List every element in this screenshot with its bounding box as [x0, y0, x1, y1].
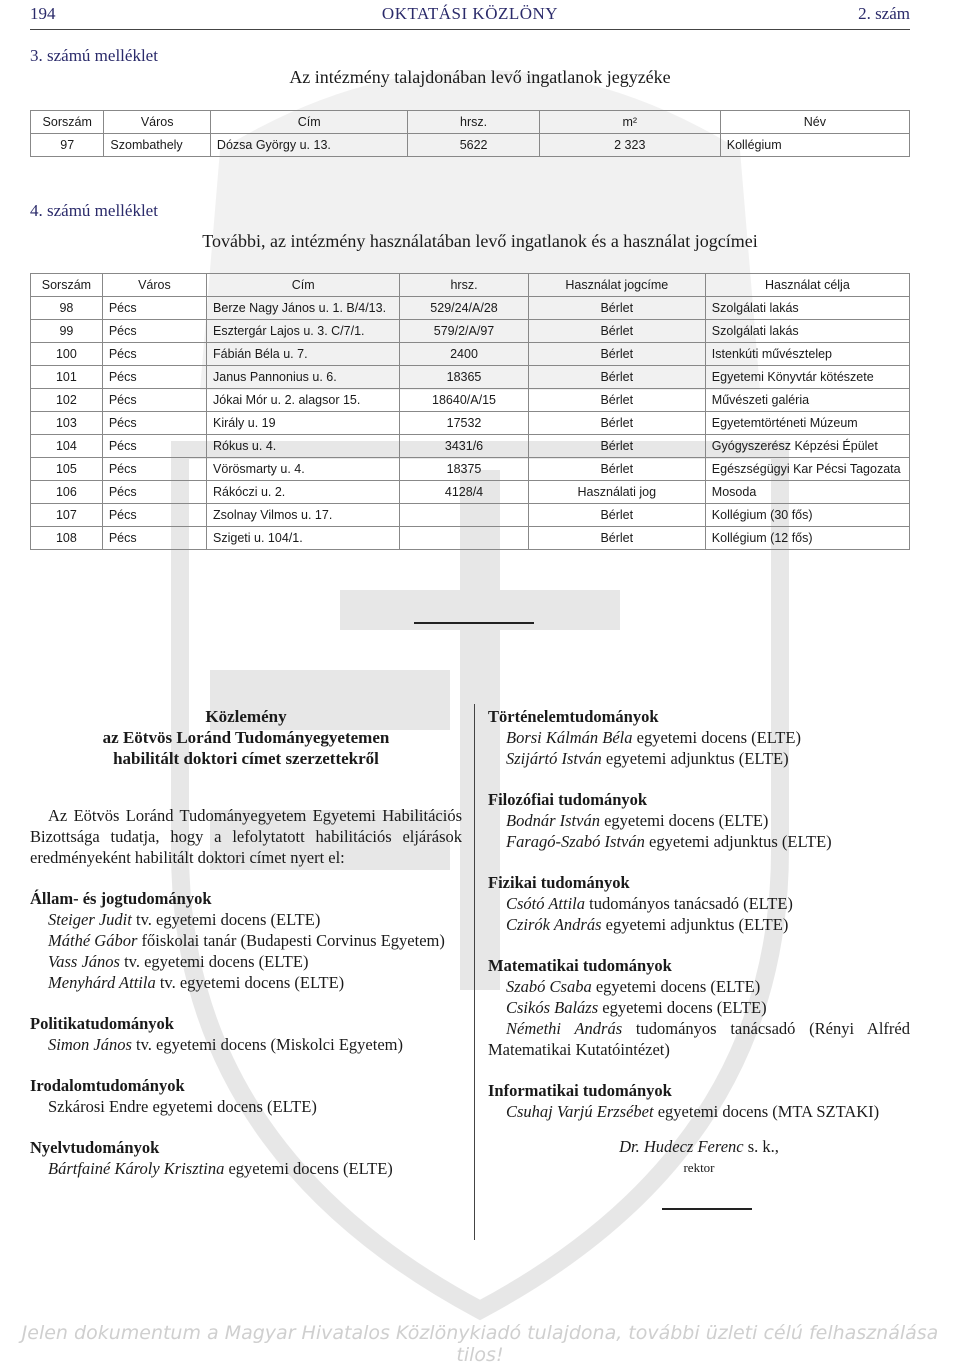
person-entry [30, 1034, 462, 1055]
table-row [31, 527, 910, 550]
person-name: Czirók András [506, 915, 602, 934]
table-cell: 5622 [408, 134, 539, 157]
table-row [31, 504, 910, 527]
table-row [31, 320, 910, 343]
column-header: m² [539, 111, 720, 134]
table-cell: Bérlet [528, 389, 705, 412]
table-cell: Jókai Mór u. 2. alagsor 15. [207, 389, 400, 412]
table-row [31, 458, 910, 481]
signatory-role: rektor [683, 1160, 715, 1175]
person-role: tv. egyetemi docens (ELTE) [155, 973, 345, 992]
person-entry [488, 831, 910, 852]
table-cell: 2 323 [539, 134, 720, 157]
table-cell: Szigeti u. 104/1. [207, 527, 400, 550]
left-column [30, 706, 462, 1179]
column-header: Város [102, 274, 206, 297]
person-name: Szkárosi Endre [48, 1097, 149, 1116]
table-cell: Pécs [102, 458, 206, 481]
person-name: Vass János [48, 952, 120, 971]
discipline-section [488, 706, 910, 769]
discipline-heading: Fizikai tudományok [488, 873, 630, 892]
table-cell: Kollégium (12 fős) [705, 527, 909, 550]
person-name: Steiger Judit [48, 910, 132, 929]
person-name: Bártfainé Károly Krisztina [48, 1159, 225, 1178]
person-entry [30, 909, 462, 930]
signature-suffix: s. k., [747, 1137, 779, 1156]
person-name: Szijártó István [506, 749, 602, 768]
column-header: Sorszám [31, 274, 103, 297]
person-entry [30, 972, 462, 993]
table-cell: Szolgálati lakás [705, 297, 909, 320]
discipline-heading: Irodalomtudományok [30, 1076, 185, 1095]
notice-intro: Az Eötvös Loránd Tudományegyetem Egyetemi Habilitációs Bizottsága tudatja, hogy a lefolytatott habilitációs eljárások eredményeként habilitált doktori címet nyert el: [30, 806, 462, 867]
table-cell: Bérlet [528, 366, 705, 389]
person-role: főiskolai tanár (Budapesti Corvinus Egyetem) [137, 931, 445, 950]
table-cell: 103 [31, 412, 103, 435]
person-name: Csikós Balázs [506, 998, 599, 1017]
issue-number: 2. szám [858, 4, 910, 23]
discipline-section [488, 955, 910, 1060]
person-entry [488, 748, 910, 769]
person-role: egyetemi docens (ELTE) [632, 728, 801, 747]
discipline-heading: Nyelvtudományok [30, 1138, 160, 1157]
table-cell: 2400 [400, 343, 528, 366]
table-cell: 3431/6 [400, 435, 528, 458]
person-role: tudományos tanácsadó (Rényi Alfréd Matematikai Kutatóintézet) [488, 1019, 910, 1059]
person-entry [488, 976, 910, 997]
table-cell: Mosoda [705, 481, 909, 504]
table-cell: 18365 [400, 366, 528, 389]
person-role: tudományos tanácsadó (ELTE) [585, 894, 793, 913]
person-entry [488, 893, 910, 914]
table-cell: Pécs [102, 504, 206, 527]
person-role: egyetemi docens (ELTE) [224, 1159, 393, 1178]
table-row [31, 343, 910, 366]
table-row [31, 435, 910, 458]
table-cell: Istenkúti művésztelep [705, 343, 909, 366]
column-divider [474, 704, 475, 1240]
table-cell: 4128/4 [400, 481, 528, 504]
person-name: Borsi Kálmán Béla [506, 728, 633, 747]
person-entry [30, 951, 462, 972]
person-role: egyetemi docens (ELTE) [598, 998, 767, 1017]
person-name: Bodnár István [506, 811, 600, 830]
person-role: egyetemi docens (ELTE) [148, 1097, 317, 1116]
table-cell: 106 [31, 481, 103, 504]
table-cell: Pécs [102, 343, 206, 366]
notice-title [30, 706, 462, 769]
person-role: egyetemi adjunktus (ELTE) [601, 915, 789, 934]
column-header: Cím [210, 111, 408, 134]
header-rule [30, 29, 910, 30]
table-cell: 529/24/A/28 [400, 297, 528, 320]
person-name: Menyhárd Attila [48, 973, 156, 992]
person-entry [488, 1101, 910, 1122]
table-cell: Bérlet [528, 527, 705, 550]
table-cell [400, 527, 528, 550]
person-name: Némethi András [506, 1019, 623, 1038]
person-role: tv. egyetemi docens (ELTE) [131, 910, 321, 929]
person-entry [488, 914, 910, 935]
table-cell: 108 [31, 527, 103, 550]
notice-title-line: habilitált doktori címet szerzettekről [113, 749, 379, 768]
discipline-heading: Állam- és jogtudományok [30, 889, 212, 908]
table-cell: 18640/A/15 [400, 389, 528, 412]
table-cell: Gyógyszerész Képzési Épület [705, 435, 909, 458]
person-role: egyetemi adjunktus (ELTE) [601, 749, 789, 768]
column-header: Város [104, 111, 211, 134]
person-role: tv. egyetemi docens (Miskolci Egyetem) [131, 1035, 403, 1054]
table-cell: 100 [31, 343, 103, 366]
table-cell: 579/2/A/97 [400, 320, 528, 343]
table-cell: Király u. 19 [207, 412, 400, 435]
table-cell: Egyetemi Könyvtár kötészete [705, 366, 909, 389]
discipline-heading: Informatikai tudományok [488, 1081, 672, 1100]
discipline-section [30, 888, 462, 993]
discipline-heading: Történelemtudományok [488, 707, 659, 726]
table-cell: Pécs [102, 527, 206, 550]
table-cell: Bérlet [528, 458, 705, 481]
person-entry [30, 1096, 462, 1117]
table-cell: Pécs [102, 389, 206, 412]
table-cell: 17532 [400, 412, 528, 435]
table-cell: Pécs [102, 320, 206, 343]
table-cell: 105 [31, 458, 103, 481]
table-cell: 97 [31, 134, 104, 157]
table-cell: Berze Nagy János u. 1. B/4/13. [207, 297, 400, 320]
table-cell: Vörösmarty u. 4. [207, 458, 400, 481]
table-cell: Bérlet [528, 297, 705, 320]
discipline-section [488, 872, 910, 935]
table-cell: Bérlet [528, 504, 705, 527]
table-row [31, 134, 910, 157]
person-name: Csuhaj Varjú Erzsébet [506, 1102, 654, 1121]
table-cell: Bérlet [528, 343, 705, 366]
person-entry [488, 1018, 910, 1060]
discipline-heading: Filozófiai tudományok [488, 790, 648, 809]
left-sections [30, 888, 462, 1179]
right-column [488, 706, 910, 1210]
annex3-label: 3. számú melléklet [30, 46, 158, 65]
table-cell: Használati jog [528, 481, 705, 504]
journal-title: OKTATÁSI KÖZLÖNY [381, 4, 559, 23]
table-cell: 99 [31, 320, 103, 343]
table-cell: Pécs [102, 481, 206, 504]
column-header: Használat célja [705, 274, 909, 297]
discipline-section [30, 1075, 462, 1117]
column-header: Sorszám [31, 111, 104, 134]
section-divider [414, 622, 534, 624]
table-cell: 107 [31, 504, 103, 527]
right-sections [488, 706, 910, 1122]
notice-title-line: az Eötvös Loránd Tudományegyetemen [102, 728, 390, 747]
person-entry [30, 1158, 462, 1179]
table-row [31, 297, 910, 320]
running-header [30, 4, 910, 26]
signatory-name: Dr. Hudecz Ferenc [619, 1137, 744, 1156]
table-cell: Bérlet [528, 412, 705, 435]
person-name: Faragó-Szabó István [506, 832, 645, 851]
table-cell: Esztergár Lajos u. 3. C/7/1. [207, 320, 400, 343]
person-entry [30, 930, 462, 951]
table-cell: Zsolnay Vilmos u. 17. [207, 504, 400, 527]
person-name: Csótó Attila [506, 894, 586, 913]
person-name: Simon János [48, 1035, 132, 1054]
table-header-row [31, 111, 910, 134]
person-role: tv. egyetemi docens (ELTE) [119, 952, 309, 971]
table-cell: Szolgálati lakás [705, 320, 909, 343]
table-row [31, 389, 910, 412]
table-row [31, 412, 910, 435]
person-name: Máthé Gábor [48, 931, 138, 950]
table-header-row [31, 274, 910, 297]
table-cell: Bérlet [528, 435, 705, 458]
person-role: egyetemi docens (MTA SZTAKI) [653, 1102, 880, 1121]
table-cell: Dózsa György u. 13. [210, 134, 408, 157]
table-row [31, 481, 910, 504]
table-cell: Szombathely [104, 134, 211, 157]
table-cell: Egészségügyi Kar Pécsi Tagozata [705, 458, 909, 481]
table-cell: Kollégium [720, 134, 909, 157]
person-role: egyetemi docens (ELTE) [591, 977, 761, 996]
table-cell: Rákóczi u. 2. [207, 481, 400, 504]
table-cell: 18375 [400, 458, 528, 481]
annex4-label: 4. számú melléklet [30, 201, 158, 220]
table-cell [400, 504, 528, 527]
column-header: Név [720, 111, 909, 134]
table-cell: Pécs [102, 412, 206, 435]
discipline-section [30, 1013, 462, 1055]
column-header: Cím [207, 274, 400, 297]
table-cell: Kollégium (30 fős) [705, 504, 909, 527]
discipline-heading: Politikatudományok [30, 1014, 174, 1033]
person-name: Szabó Csaba [506, 977, 592, 996]
table-cell: Pécs [102, 366, 206, 389]
table-cell: Fábián Béla u. 7. [207, 343, 400, 366]
column-header: hrsz. [408, 111, 539, 134]
discipline-section [488, 1080, 910, 1122]
annex4-title: További, az intézmény használatában levő ingatlanok és a használat jogcímei [202, 231, 758, 251]
column-header: hrsz. [400, 274, 528, 297]
person-role: egyetemi docens (ELTE) [599, 811, 769, 830]
person-entry [488, 727, 910, 748]
discipline-section [30, 1137, 462, 1179]
table-row [31, 366, 910, 389]
table-cell: Pécs [102, 435, 206, 458]
notice-title-line: Közlemény [205, 707, 287, 726]
person-entry [488, 810, 910, 831]
table-cell: 98 [31, 297, 103, 320]
table-cell: Művészeti galéria [705, 389, 909, 412]
table-cell: Egyetemtörténeti Múzeum [705, 412, 909, 435]
person-entry [488, 997, 910, 1018]
discipline-heading: Matematikai tudományok [488, 956, 672, 975]
footer-notice: Jelen dokumentum a Magyar Hivatalos Közlönykiadó tulajdona, további üzleti célú felhasználása tilos! [21, 1322, 939, 1366]
page-number: 194 [30, 4, 56, 23]
end-rule [662, 1208, 752, 1210]
column-header: Használat jogcíme [528, 274, 705, 297]
annex3-table [30, 110, 910, 157]
table-cell: 101 [31, 366, 103, 389]
table-cell: Janus Pannonius u. 6. [207, 366, 400, 389]
discipline-section [488, 789, 910, 852]
table-cell: 102 [31, 389, 103, 412]
table-cell: Rókus u. 4. [207, 435, 400, 458]
person-role: egyetemi adjunktus (ELTE) [644, 832, 832, 851]
table-cell: Pécs [102, 297, 206, 320]
annex3-title: Az intézmény talajdonában levő ingatlanok jegyzéke [289, 67, 671, 87]
table-cell: 104 [31, 435, 103, 458]
annex4-table [30, 273, 910, 550]
signature [488, 1136, 910, 1157]
table-cell: Bérlet [528, 320, 705, 343]
